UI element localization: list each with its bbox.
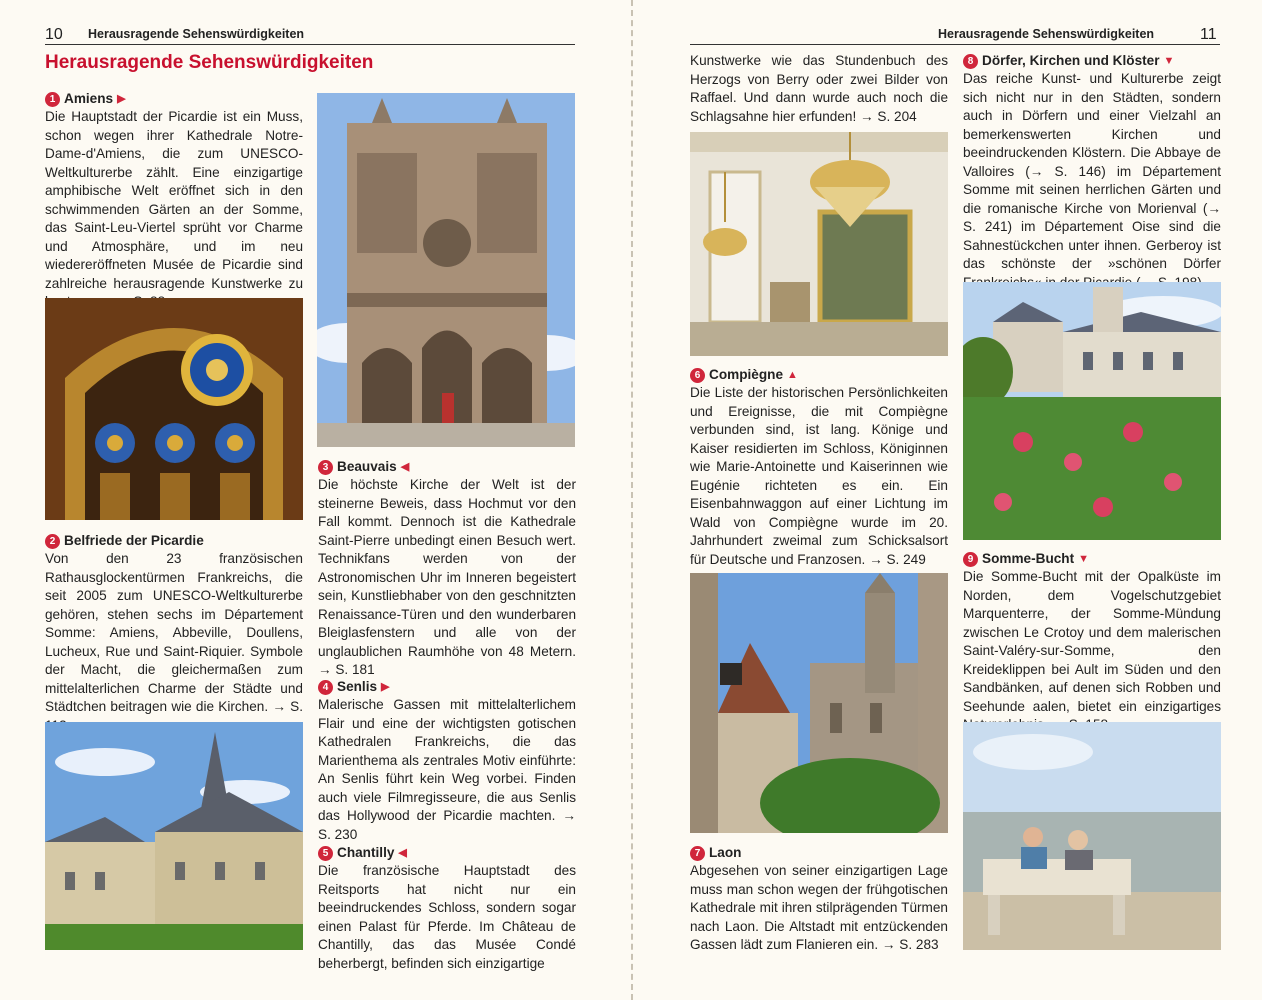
- section-number-badge: 8: [963, 54, 978, 69]
- triangle-right-icon: ▶: [381, 681, 390, 693]
- section-text: Von den 23 französischen Rathausglockentürmen Frankreichs, die seit 2005 zum UNESCO-Weltkulturerbe gehören, stehen sechs im Département Somme: Amiens, Abbeville, Doullens, Lucheux, Rue und Saint-Riquier. Symbole der Macht, die gleichermaßen zum mittelalterlichen Charme der Städte und Städtchen beitragen wie die Kirchen. → S.: [45, 551, 303, 714]
- section-number-badge: 2: [45, 534, 60, 549]
- section-heading: 8 Dörfer, Kirchen und Klöster ▼: [963, 52, 1221, 70]
- section-heading: 7 Laon: [690, 844, 948, 862]
- section-text: Die Somme-Bucht mit der Opalküste im Norden, dem Vogelschutzgebiet Marquenterre, der Somme-Mündung zwischen Le Crotoy und dem malerischen Saint-Valéry-sur-Somme, den Kreideklippen bei Ault im Süden und den Sandbänken, auf denen sich Robben und Seehunde aalen, bietet ein einzigartiges: [963, 569, 1221, 714]
- section-number-badge: 7: [690, 846, 705, 861]
- section-heading: 5 Chantilly ◀: [318, 844, 576, 862]
- section-text: Die Hauptstadt der Picardie ist ein Muss, schon wegen ihrer Kathedrale Notre-Dame-d'Amiens, die zum UNESCO-Weltkulturerbe zählt. Eine einzigartige amphibische Welt eröffnet sich in den schwimmenden Gärten an der Somme, das Saint-Leu-Viertel sprüht vor Charme und Atmosphäre, und im neu wiedereröffneten Musée de Picardie sind zahlreiche herausragende Kunstwerke zu: [45, 109, 303, 291]
- section-text: Die höchste Kirche der Welt ist der steinerne Beweis, dass Hochmut vor den Fall kommt. Dennoch ist die Kathedrale Saint-Pierre unbedingt einen Besuch wert. Technikfans werden von der Astronomischen Uhr im Inneren begeistert sein, Kunstliebhaber von den geschnitzten Renaissance-Türen und den wunderbaren Bleiglasfenstern und alle von der unglaublichen Raumhöhe von 48 Metern. → S. 181: [318, 477, 576, 677]
- section-number-badge: 1: [45, 92, 60, 107]
- section-beauvais: [318, 458, 576, 680]
- section-text: Das reiche Kunst- und Kulturerbe zeigt sich nicht nur in den Städten, sondern auch in Dörfern und einer Vielzahl an bemerkenswerten Kirchen und beeindruckenden Klöstern. Die Abbaye de Valloires (→ S. 146) im Département Somme mit seinen herrlichen Gärten und die romanische Kirche von Morienval (→ S. 241) im Département Oise sind die Sahnestückchen unter ihnen. Gerberoy ist das schönste der »schönen Dörfer: [963, 71, 1221, 271]
- section-compiegne: [690, 366, 948, 569]
- section-chantilly-continued: [690, 52, 948, 126]
- photo-cathedral-amiens: [317, 93, 575, 447]
- section-text: Die Liste der historischen Persönlichkeiten und Ereignisse, die mit Compiègne verbunden sind, ist lang. Könige und Kaiser residierten im Schloss, Königinnen wie Marie-Antoinette und Kaiserinnen wie Eugénie richteten es ein. Ein Eisenbahnwaggon auf einer Lichtung im Wald von Compiègne wurde im 20. Jahrhundert zweimal zum Schicksalsort für Deutsche und Franzosen. → S. 249: [690, 385, 948, 567]
- section-chantilly: [318, 844, 576, 973]
- section-text: Abgesehen von seiner einzigartigen Lage muss man schon wegen der frühgotischen Kathedrale mit ihren stilprägenden Türmen nach Laon. Die Altstadt mit entzückenden Gassen lädt zum Flanieren ein. → S. 283: [690, 863, 948, 952]
- page-number: 10: [45, 26, 63, 43]
- photo-chateau-chantilly: [45, 722, 303, 950]
- page-title: Herausragende Sehenswürdigkeiten: [45, 52, 374, 73]
- triangle-down-icon: ▼: [1078, 553, 1090, 565]
- section-text: Malerische Gassen mit mittelalterlichem Flair und eine der wichtigsten gotischen Kathedralen Frankreichs, die das Marienthema als zentrales Motiv einführte: An Senlis führt kein Weg vorbei. Finden auch viele Filmregisseure, die aus Senlis das Hollywood der Picardie machten. → S. 230: [318, 697, 576, 842]
- section-amiens: [45, 90, 303, 312]
- section-text: Kunstwerke wie das Stundenbuch des Herzogs von Berry oder zwei Bilder von Raffael. Und dann wurde auch noch die Schlagsahne hier erfunden! → S. 204: [690, 53, 948, 124]
- triangle-left-icon: ◀: [398, 847, 407, 859]
- photo-somme-bay-bench: [963, 722, 1221, 950]
- section-somme-bucht: [963, 550, 1221, 735]
- section-number-badge: 6: [690, 368, 705, 383]
- section-heading: 9 Somme-Bucht ▼: [963, 550, 1221, 568]
- page-number: 11: [1200, 26, 1217, 43]
- section-heading: 6 Compiègne ▲: [690, 366, 948, 384]
- section-number-badge: 3: [318, 460, 333, 475]
- section-heading: 1 Amiens ▶: [45, 90, 303, 108]
- section-laon: [690, 844, 948, 955]
- photo-compiegne-palace-interior: [690, 132, 948, 356]
- section-number-badge: 4: [318, 680, 333, 695]
- section-doerfer: [963, 52, 1221, 292]
- section-number-badge: 9: [963, 552, 978, 567]
- section-heading: 2 Belfriede der Picardie: [45, 532, 303, 550]
- photo-abbaye-de-valloires: [963, 282, 1221, 540]
- section-heading: 4 Senlis ▶: [318, 678, 576, 696]
- triangle-down-icon: ▼: [1163, 55, 1175, 67]
- section-senlis: [318, 678, 576, 844]
- photo-laon-cathedral: [690, 573, 948, 833]
- right-page: [631, 0, 1262, 1000]
- photo-astronomical-clock: [45, 298, 303, 520]
- section-belfriede: [45, 532, 303, 735]
- running-head: Herausragende Sehenswürdigkeiten: [938, 27, 1155, 41]
- triangle-right-icon: ▶: [117, 93, 126, 105]
- section-number-badge: 5: [318, 846, 333, 861]
- triangle-left-icon: ◀: [400, 461, 410, 473]
- section-heading: 3 Beauvais ◀: [318, 458, 576, 476]
- running-head: Herausragende Sehenswürdigkeiten: [88, 27, 305, 41]
- triangle-up-icon: ▲: [787, 369, 798, 381]
- section-text: Die französische Hauptstadt des Reitsports hat nicht nur ein beeindruckendes Schloss, sondern sogar einen Palast für Pferde. Im Château de Chantilly, das das Musée Condé beherbergt, befinden sich einzigartige: [318, 863, 576, 971]
